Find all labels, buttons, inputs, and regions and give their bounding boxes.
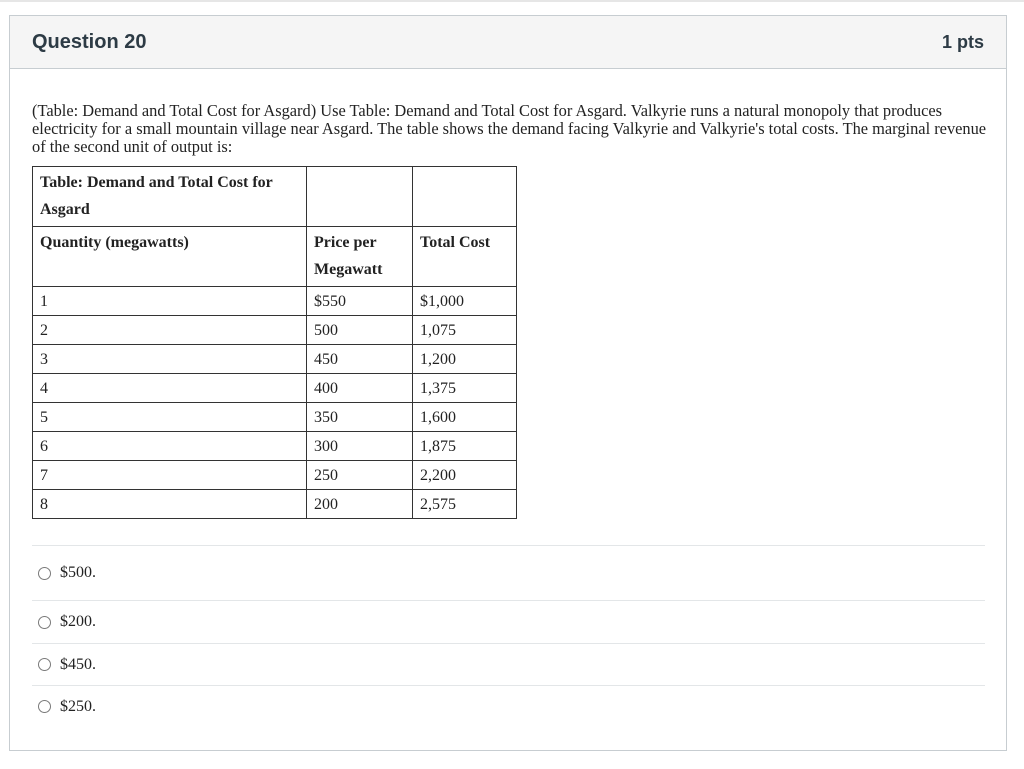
column-header-price: Price per Megawatt bbox=[307, 227, 413, 287]
table-row bbox=[33, 316, 517, 345]
question-points: 1 pts bbox=[941, 31, 984, 52]
cell-quantity: 8 bbox=[33, 490, 307, 519]
cell-total-cost: 1,600 bbox=[413, 403, 517, 432]
answer-label: $450. bbox=[60, 655, 96, 673]
cell-price: 350 bbox=[307, 403, 413, 432]
question-header bbox=[10, 16, 1006, 69]
cell-price: 200 bbox=[307, 490, 413, 519]
cell-price: 450 bbox=[307, 345, 413, 374]
cell-price: 400 bbox=[307, 374, 413, 403]
cell-quantity: 5 bbox=[33, 403, 307, 432]
cell-quantity: 1 bbox=[33, 287, 307, 316]
table-row bbox=[33, 432, 517, 461]
radio-button[interactable] bbox=[38, 700, 51, 713]
answer-label: $500. bbox=[60, 564, 96, 581]
cell-price: $550 bbox=[307, 287, 413, 316]
cell-total-cost: 1,375 bbox=[413, 374, 517, 403]
table-row bbox=[33, 461, 517, 490]
cell-price: 300 bbox=[307, 432, 413, 461]
table-caption: Table: Demand and Total Cost for Asgard bbox=[33, 167, 307, 227]
table-row bbox=[33, 287, 517, 316]
demand-cost-table bbox=[32, 166, 517, 519]
cell-total-cost: $1,000 bbox=[413, 287, 517, 316]
table-caption-empty-cell bbox=[413, 167, 517, 227]
table-caption-empty-cell bbox=[307, 167, 413, 227]
cell-total-cost: 2,575 bbox=[413, 490, 517, 519]
cell-price: 500 bbox=[307, 316, 413, 345]
column-header-total-cost: Total Cost bbox=[413, 227, 517, 287]
column-header-quantity: Quantity (megawatts) bbox=[33, 227, 307, 287]
cell-price: 250 bbox=[307, 461, 413, 490]
cell-quantity: 2 bbox=[33, 316, 307, 345]
radio-button[interactable] bbox=[38, 567, 51, 580]
table-row bbox=[33, 490, 517, 519]
cell-quantity: 3 bbox=[33, 345, 307, 374]
table-header-row bbox=[33, 227, 517, 287]
answer-label: $250. bbox=[60, 697, 96, 715]
cell-total-cost: 1,875 bbox=[413, 432, 517, 461]
cell-quantity: 4 bbox=[33, 374, 307, 403]
question-body bbox=[10, 69, 1006, 519]
radio-button[interactable] bbox=[38, 658, 51, 671]
answer-list bbox=[32, 545, 985, 727]
cell-total-cost: 2,200 bbox=[413, 461, 517, 490]
answer-option-1[interactable] bbox=[32, 545, 985, 600]
question-text: (Table: Demand and Total Cost for Asgard) Use Table: Demand and Total Cost for Asgard. Valkyrie runs a natural monopoly that produces electricity for a small mountain village near Asgard. The table shows the demand facing Valkyrie and Valkyrie's total costs. The marginal revenue of the second unit of output is: bbox=[32, 101, 987, 156]
radio-button[interactable] bbox=[38, 616, 51, 629]
table-row bbox=[33, 403, 517, 432]
cell-quantity: 6 bbox=[33, 432, 307, 461]
answer-option-2[interactable] bbox=[32, 600, 985, 643]
question-card bbox=[9, 15, 1007, 751]
cell-quantity: 7 bbox=[33, 461, 307, 490]
cell-total-cost: 1,075 bbox=[413, 316, 517, 345]
table-caption-row bbox=[33, 167, 517, 227]
answer-option-4[interactable] bbox=[32, 685, 985, 727]
cell-total-cost: 1,200 bbox=[413, 345, 517, 374]
table-row bbox=[33, 374, 517, 403]
answer-label: $200. bbox=[60, 613, 96, 630]
question-title: Question 20 bbox=[32, 30, 147, 53]
top-rule bbox=[0, 0, 1024, 2]
table-row bbox=[33, 345, 517, 374]
answer-option-3[interactable] bbox=[32, 643, 985, 685]
